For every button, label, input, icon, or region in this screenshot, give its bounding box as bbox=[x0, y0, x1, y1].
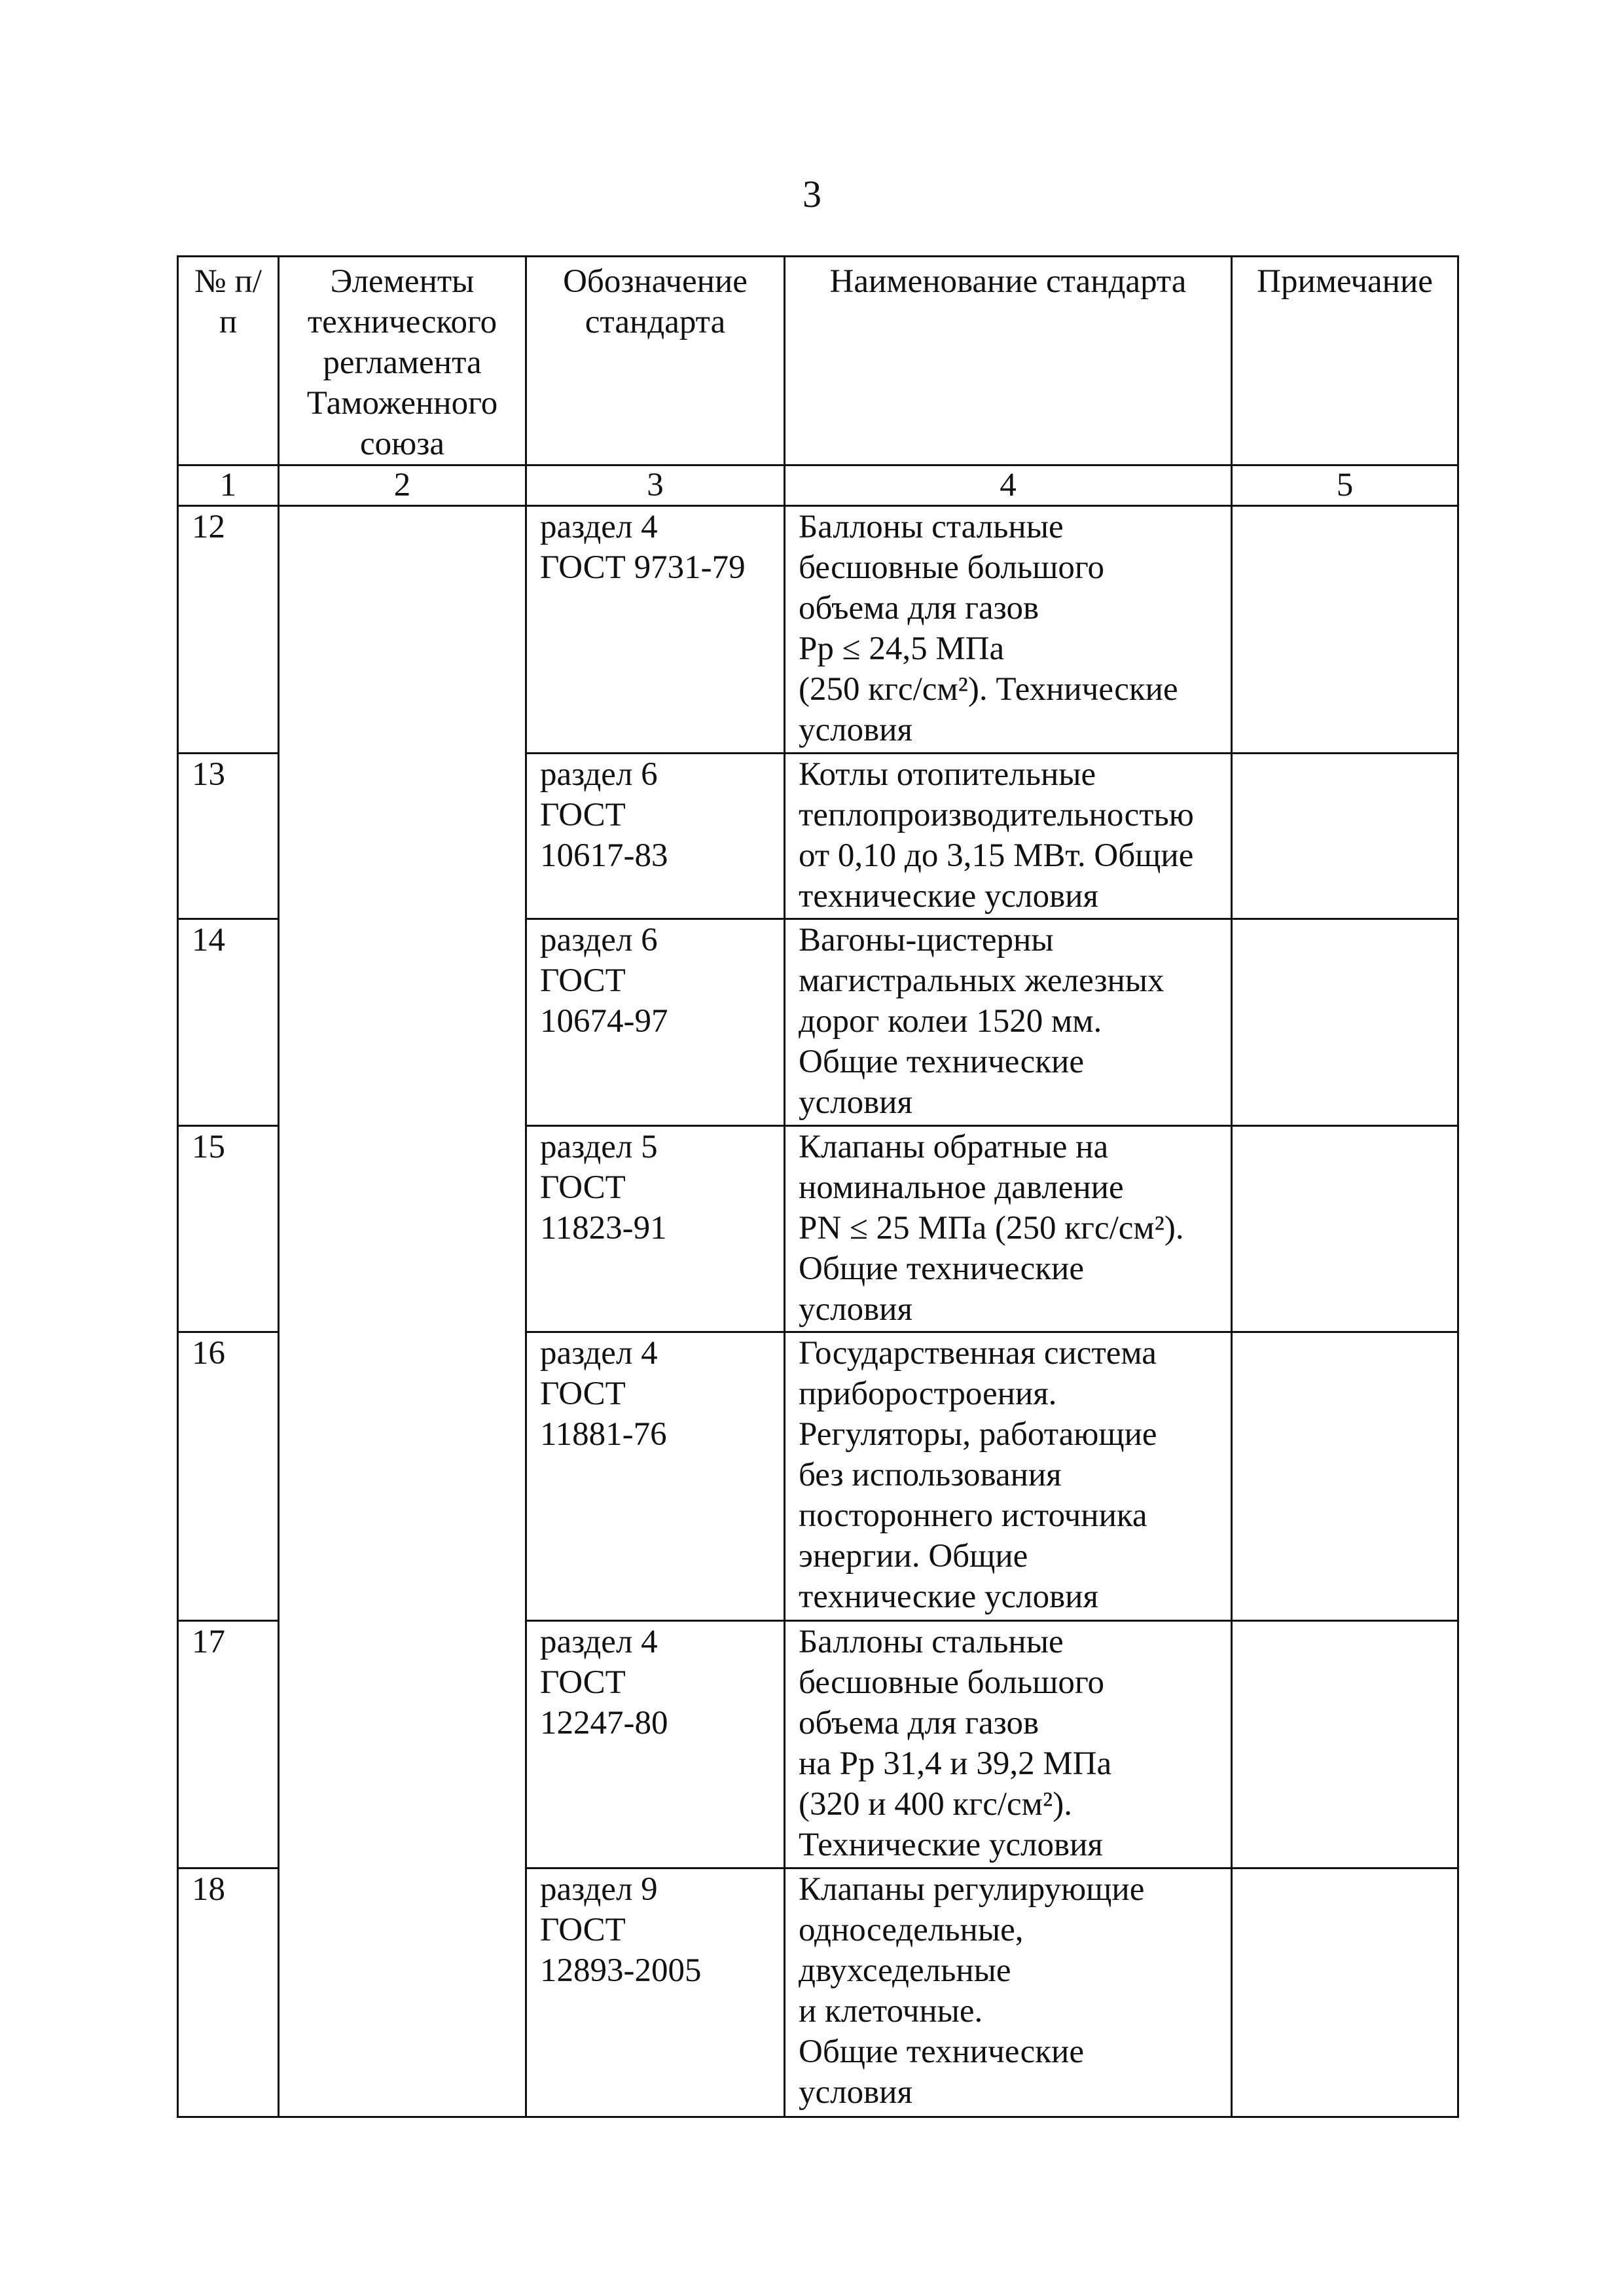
column-number-row bbox=[178, 465, 1458, 506]
table-row bbox=[178, 1868, 1458, 2117]
table-row bbox=[178, 1621, 1458, 1868]
row-num: 17 bbox=[178, 1621, 279, 1868]
row-element bbox=[279, 1868, 526, 2117]
header-num: № п/п bbox=[178, 257, 279, 465]
header-note: Примечание bbox=[1232, 257, 1458, 465]
row-note bbox=[1232, 1621, 1458, 1868]
row-num: 18 bbox=[178, 1868, 279, 2117]
column-number: 2 bbox=[279, 465, 526, 506]
row-num: 15 bbox=[178, 1126, 279, 1332]
header-elements: Элементы технического регламента Таможенного союза bbox=[279, 257, 526, 465]
row-element bbox=[279, 1332, 526, 1621]
row-note bbox=[1232, 754, 1458, 919]
header-name: Наименование стандарта bbox=[785, 257, 1232, 465]
row-element bbox=[279, 506, 526, 754]
row-standard-name: Государственная система приборостроения. Регуляторы, работающие без использования постороннего источника энергии. Общие технические условия bbox=[785, 1332, 1232, 1621]
row-designation: раздел 5 ГОСТ 11823-91 bbox=[526, 1126, 785, 1332]
row-designation: раздел 6 ГОСТ 10674-97 bbox=[526, 919, 785, 1126]
row-num: 12 bbox=[178, 506, 279, 754]
row-note bbox=[1232, 1332, 1458, 1621]
row-designation: раздел 4 ГОСТ 9731-79 bbox=[526, 506, 785, 754]
column-number: 4 bbox=[785, 465, 1232, 506]
row-element bbox=[279, 754, 526, 919]
row-standard-name: Баллоны стальные бесшовные большого объема для газов Pp ≤ 24,5 МПа (250 кгс/см²). Технические условия bbox=[785, 506, 1232, 754]
table-row bbox=[178, 1332, 1458, 1621]
table-row bbox=[178, 1126, 1458, 1332]
table-row bbox=[178, 506, 1458, 754]
row-standard-name: Котлы отопительные теплопроизводительностью от 0,10 до 3,15 МВт. Общие технические условия bbox=[785, 754, 1232, 919]
row-note bbox=[1232, 1126, 1458, 1332]
row-num: 13 bbox=[178, 754, 279, 919]
table-row bbox=[178, 754, 1458, 919]
header-designation: Обозначение стандарта bbox=[526, 257, 785, 465]
standards-table bbox=[177, 255, 1459, 2118]
row-standard-name: Вагоны-цистерны магистральных железных дорог колеи 1520 мм. Общие технические условия bbox=[785, 919, 1232, 1126]
row-note bbox=[1232, 506, 1458, 754]
row-designation: раздел 4 ГОСТ 12247-80 bbox=[526, 1621, 785, 1868]
column-number: 3 bbox=[526, 465, 785, 506]
column-number: 5 bbox=[1232, 465, 1458, 506]
row-designation: раздел 6 ГОСТ 10617-83 bbox=[526, 754, 785, 919]
row-element bbox=[279, 1621, 526, 1868]
column-number: 1 bbox=[178, 465, 279, 506]
row-element bbox=[279, 1126, 526, 1332]
row-note bbox=[1232, 1868, 1458, 2117]
row-standard-name: Клапаны регулирующие односедельные, двухседельные и клеточные. Общие технические условия bbox=[785, 1868, 1232, 2117]
row-designation: раздел 4 ГОСТ 11881-76 bbox=[526, 1332, 785, 1621]
row-element bbox=[279, 919, 526, 1126]
row-note bbox=[1232, 919, 1458, 1126]
row-num: 16 bbox=[178, 1332, 279, 1621]
row-standard-name: Баллоны стальные бесшовные большого объема для газов на Pp 31,4 и 39,2 МПа (320 и 400 кгс/см²). Технические условия bbox=[785, 1621, 1232, 1868]
page-number: 3 bbox=[803, 173, 821, 215]
table-row bbox=[178, 919, 1458, 1126]
row-designation: раздел 9 ГОСТ 12893-2005 bbox=[526, 1868, 785, 2117]
row-num: 14 bbox=[178, 919, 279, 1126]
table-header-row bbox=[178, 257, 1458, 465]
row-standard-name: Клапаны обратные на номинальное давление PN ≤ 25 МПа (250 кгс/см²). Общие технические условия bbox=[785, 1126, 1232, 1332]
